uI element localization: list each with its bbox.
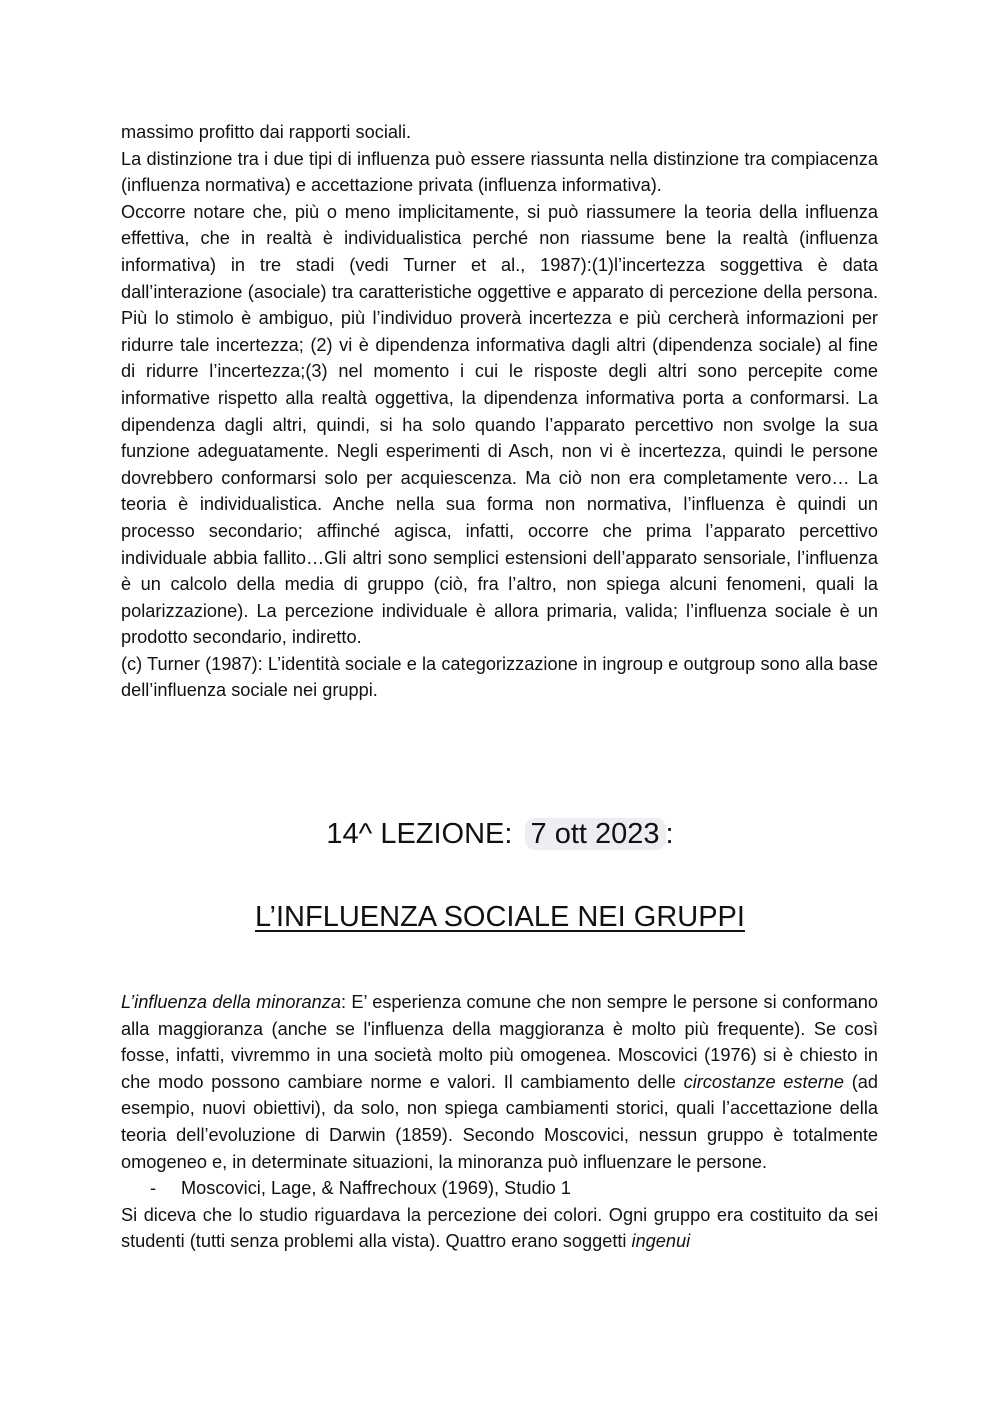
lesson-number: 14^ LEZIONE: — [326, 818, 513, 850]
paragraph: massimo profitto dai rapporti sociali. — [121, 122, 412, 142]
list-item — [121, 1175, 878, 1202]
date-chip[interactable]: 7 ott 2023 — [525, 818, 666, 850]
italic-term: circostanze esterne — [683, 1071, 844, 1092]
lesson-heading — [0, 812, 1000, 856]
bullet-dash: - — [150, 1178, 157, 1199]
paragraph: Occorre notare che, più o meno implicitamente, si può riassumere la teoria della influenza effettiva, che in realtà è individualistica perché non riassume bene la realtà (influenza informativa) in tre stadi (vedi Turner et al., 1987):(1)l’incertezza soggettiva è data dall’interazione (asociale) tra caratteristiche oggettive e apparato di percezione della persona. Più lo stimolo è ambiguo, più l’individuo proverà incertezza e più cercherà informazioni per ridurre tale incertezza; (2) vi è dipendenza informativa dagli altri (dipendenza sociale) al fine di ridurre l’incertezza;(3) nel momento i cui le risposte degli altri sono percepite come informative rispetto alla realtà oggettiva, la dipendenza informativa porta a conformarsi. La dipendenza dagli altri, quindi, si ha solo quando l’apparato percettivo non svolge la sua funzione adeguatamente. Negli esperimenti di Asch, non vi è incertezza, quindi le persone dovrebbero conformarsi solo per acquiescenza. Ma ciò non era completamente vero… La teoria è individualistica. Anche nella sua forma non normativa, l’influenza è quindi un processo secondario; affinché agisca, infatti, occorre che prima l’apparato percettivo individuale abbia fallito…Gli altri sono semplici estensioni dell’apparato sensoriale, l’influenza è un calcolo della media di gruppo (ciò, fra l’altro, non spiega alcuni fenomeni, quali la polarizzazione). La percezione individuale è allora primaria, valida; l’influenza sociale è un prodotto secondario, indiretto. — [121, 201, 878, 648]
intro-text-block — [121, 119, 878, 704]
text-span: (ad esempio, nuovi obiettivi), da solo, non spiega cambiamenti storici, quali l’accettazione della teoria dell’evoluzione di Darwin (1859). Secondo Moscovici, nessun gruppo è totalmente omogeneo e, in determinate situazioni, la minoranza può influenzare le persone. — [121, 1071, 879, 1172]
lesson-colon: : — [665, 818, 674, 850]
text-span: : E’ esperienza comune che non sempre le persone si conformano alla maggioranza (anche se l'influenza della maggioranza è molto più frequente). Se così fosse, infatti, vivremmo in una società molto più omogenea. Moscovici (1976) si è chiesto in che modo possono cambiare norme e valori. Il cambiamento delle — [121, 992, 878, 1092]
list-item-text: Moscovici, Lage, & Naffrechoux (1969), Studio 1 — [181, 1178, 571, 1199]
paragraph — [121, 1202, 878, 1255]
section-title: L’INFLUENZA SOCIALE NEI GRUPPI — [255, 901, 745, 933]
section-text-block — [121, 989, 878, 1255]
italic-lead: L’influenza della minoranza — [121, 992, 341, 1012]
paragraph: (c) Turner (1987): L’identità sociale e la categorizzazione in ingroup e outgroup sono alla base dell’influenza sociale nei gruppi. — [121, 653, 878, 701]
paragraph — [121, 989, 878, 1175]
paragraph: La distinzione tra i due tipi di influenza può essere riassunta nella distinzione tra compiacenza (influenza normativa) e accettazione privata (influenza informativa). — [121, 148, 878, 196]
italic-term: ingenui — [631, 1231, 691, 1252]
text-span: Si diceva che lo studio riguardava la percezione dei colori. Ogni gruppo era costituito da sei studenti (tutti senza problemi alla vista). Quattro erano soggetti — [121, 1204, 878, 1252]
